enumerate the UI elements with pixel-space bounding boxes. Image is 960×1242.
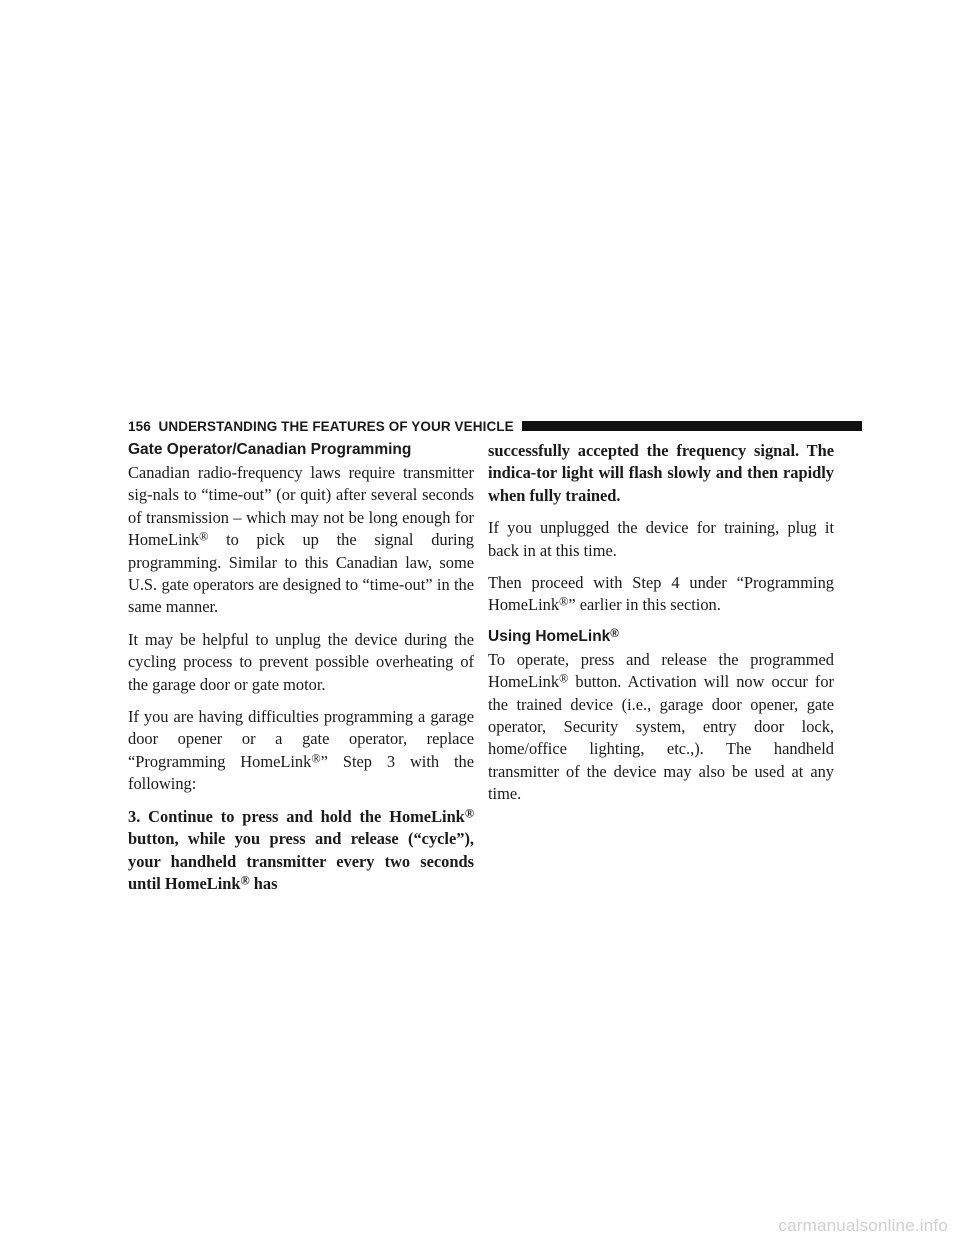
registered-mark: ®	[610, 626, 619, 640]
registered-mark: ®	[240, 873, 250, 888]
chapter-title: UNDERSTANDING THE FEATURES OF YOUR VEHICLE	[158, 418, 514, 434]
registered-mark: ®	[559, 595, 569, 610]
right-column	[488, 440, 834, 816]
page-header-text	[128, 419, 514, 434]
page-number: 156	[128, 418, 151, 434]
left-column	[128, 440, 474, 905]
header-rule	[522, 421, 862, 431]
registered-mark: ®	[559, 671, 569, 686]
paragraph-unplug: It may be helpful to unplug the device during the cycling process to prevent possible overheating of the garage door or gate motor.	[128, 629, 474, 694]
registered-mark: ®	[464, 806, 474, 821]
using-homelink-heading: Using HomeLink®	[488, 626, 619, 645]
watermark: carmanualsonline.info	[778, 1216, 948, 1235]
paragraph-operate: To operate, press and release the programmed HomeLink® button. Activation will now occur for the trained device (i.e., garage door opener, gate operator, Security system, entry door lock, home/office lighting, etc.,). The handheld transmitter of the device may also be used at any time.	[488, 649, 834, 804]
registered-mark: ®	[199, 529, 209, 544]
paragraph-proceed-step-4: Then proceed with Step 4 under “Programming HomeLink®” earlier in this section.	[488, 573, 834, 615]
gate-operator-heading: Gate Operator/Canadian Programming	[128, 441, 412, 458]
running-header	[128, 416, 862, 436]
step-3-instruction: 3. Continue to press and hold the HomeLink® button, while you press and release (“cycle”), your handheld transmitter every two seconds until HomeLink® has	[128, 806, 474, 893]
paragraph-difficulties: If you are having difficulties programming a garage door opener or a gate operator, replace “Programming HomeLink®” Step 3 with the following:	[128, 707, 474, 794]
registered-mark: ®	[311, 751, 321, 766]
paragraph-plug-back: If you unplugged the device for training, plug it back in at this time.	[488, 518, 834, 560]
step-3-continued: successfully accepted the frequency signal. The indica-tor light will flash slowly and then rapidly when fully trained.	[488, 441, 834, 505]
paragraph-time-out: Canadian radio-frequency laws require transmitter sig-nals to “time-out” (or quit) after several seconds of transmission – which may not be long enough for HomeLink® to pick up the signal during programming. Similar to this Canadian law, some U.S. gate operators are designed to “time-out” in the same manner.	[128, 463, 474, 617]
